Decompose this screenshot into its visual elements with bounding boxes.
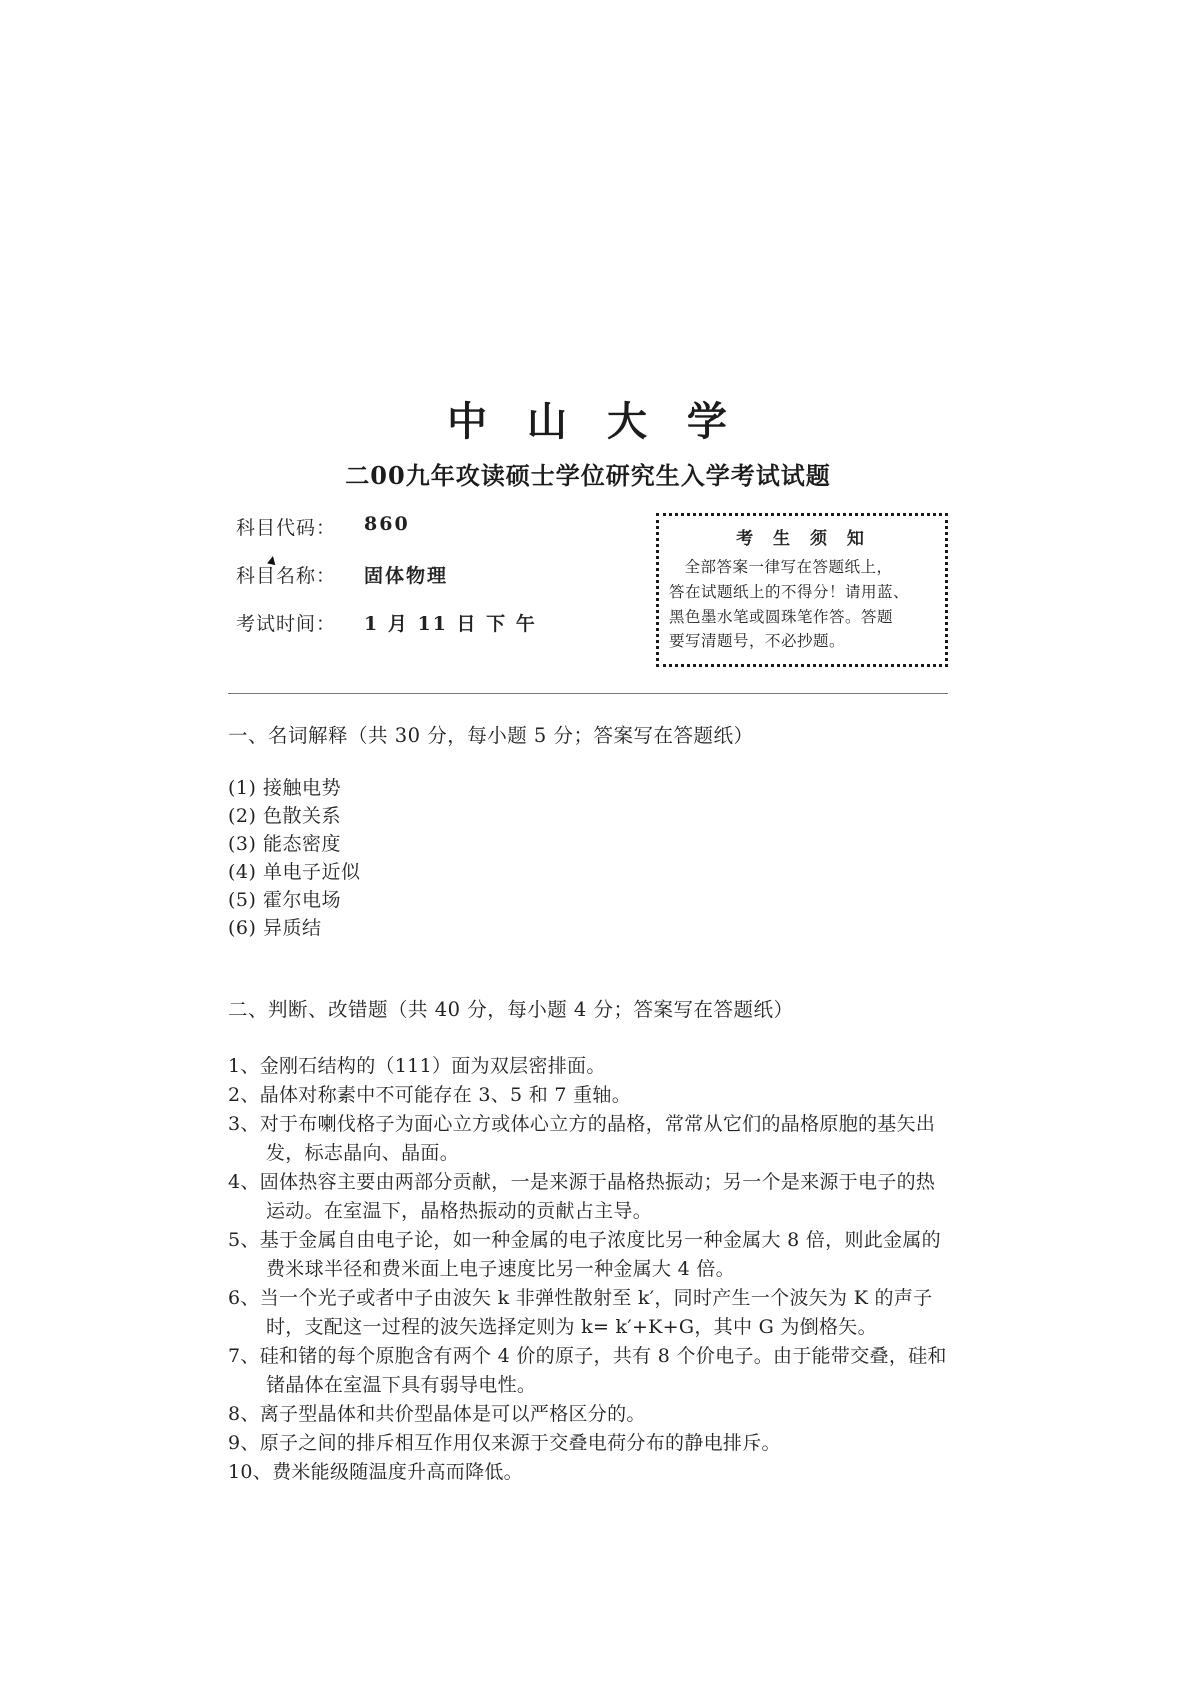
judge-item: 9、原子之间的排斥相互作用仅来源于交叠电荷分布的静电排斥。	[228, 1432, 781, 1455]
judge-item: 7、硅和锗的每个原胞含有两个 4 价的原子，共有 8 个价电子。由于能带交叠，硅和锗晶体在室温下具有弱导电性。	[228, 1345, 947, 1397]
exam-time-value: 1 月 11 日 下 午	[364, 613, 537, 635]
section1-items	[228, 774, 948, 942]
section2-items	[228, 1052, 948, 1487]
header-info-row	[228, 513, 948, 667]
term-item: (5) 霍尔电场	[228, 889, 341, 912]
notice-line: 黑色墨水笔或圆珠笔作答。答题	[669, 607, 894, 626]
subject-code-value: 860	[364, 513, 410, 535]
judge-item: 10、费米能级随温度升高而降低。	[228, 1461, 523, 1484]
subject-name-label: 科目名称：	[236, 565, 337, 587]
term-item: (4) 单电子近似	[228, 861, 361, 884]
judge-item: 3、对于布喇伐格子为面心立方或体心立方的晶格，常常从它们的晶格原胞的基矢出发，标志晶向、晶面。	[228, 1113, 936, 1165]
scan-cursor-artifact: ▲	[266, 552, 278, 567]
judge-item: 2、晶体对称素中不可能存在 3、5 和 7 重轴。	[228, 1084, 632, 1107]
university-title: 中 山 大 学	[447, 398, 729, 445]
judge-item: 5、基于金属自由电子论，如一种金属的电子浓度比另一种金属大 8 倍，则此金属的费米球半径和费米面上电子速度比另一种金属大 4 倍。	[228, 1229, 941, 1281]
term-item: (2) 色散关系	[228, 805, 341, 828]
exam-title: 二00九年攻读硕士学位研究生入学考试试题	[345, 461, 831, 490]
section1-heading: 一、名词解释（共 30 分，每小题 5 分；答案写在答题纸）	[228, 724, 754, 748]
term-item: (3) 能态密度	[228, 833, 341, 856]
subject-code-row	[236, 513, 636, 540]
page-content	[228, 400, 948, 1487]
candidate-notice-box	[656, 513, 948, 667]
judge-item: 1、金刚石结构的（111）面为双层密排面。	[228, 1055, 606, 1078]
subject-name-value: 固体物理	[364, 565, 449, 587]
header-divider	[228, 693, 948, 694]
subject-name-row	[236, 552, 636, 588]
subject-code-label: 科目代码：	[236, 517, 337, 539]
notice-line: 答在试题纸上的不得分！请用蓝、	[669, 582, 910, 601]
judge-item: 8、离子型晶体和共价型晶体是可以严格区分的。	[228, 1403, 646, 1426]
notice-title: 考 生 须 知	[736, 529, 868, 549]
section2-heading: 二、判断、改错题（共 40 分，每小题 4 分；答案写在答题纸）	[228, 998, 794, 1022]
judge-item: 4、固体热容主要由两部分贡献，一是来源于晶格热振动；另一个是来源于电子的热运动。在室温下，晶格热振动的贡献占主导。	[228, 1171, 936, 1223]
exam-time-row	[236, 609, 636, 636]
term-item: (6) 异质结	[228, 917, 322, 940]
exam-meta	[228, 513, 636, 657]
exam-time-label: 考试时间：	[236, 613, 337, 635]
notice-line: 全部答案一律写在答题纸上，	[684, 558, 893, 576]
judge-item: 6、当一个光子或者中子由波矢 k 非弹性散射至 k′，同时产生一个波矢为 K 的声子时，支配这一过程的波矢选择定则为 k= k′+K+G，其中 G 为倒格矢。	[228, 1287, 933, 1339]
term-item: (1) 接触电势	[228, 777, 341, 800]
notice-line: 要写清题号，不必抄题。	[669, 632, 846, 651]
